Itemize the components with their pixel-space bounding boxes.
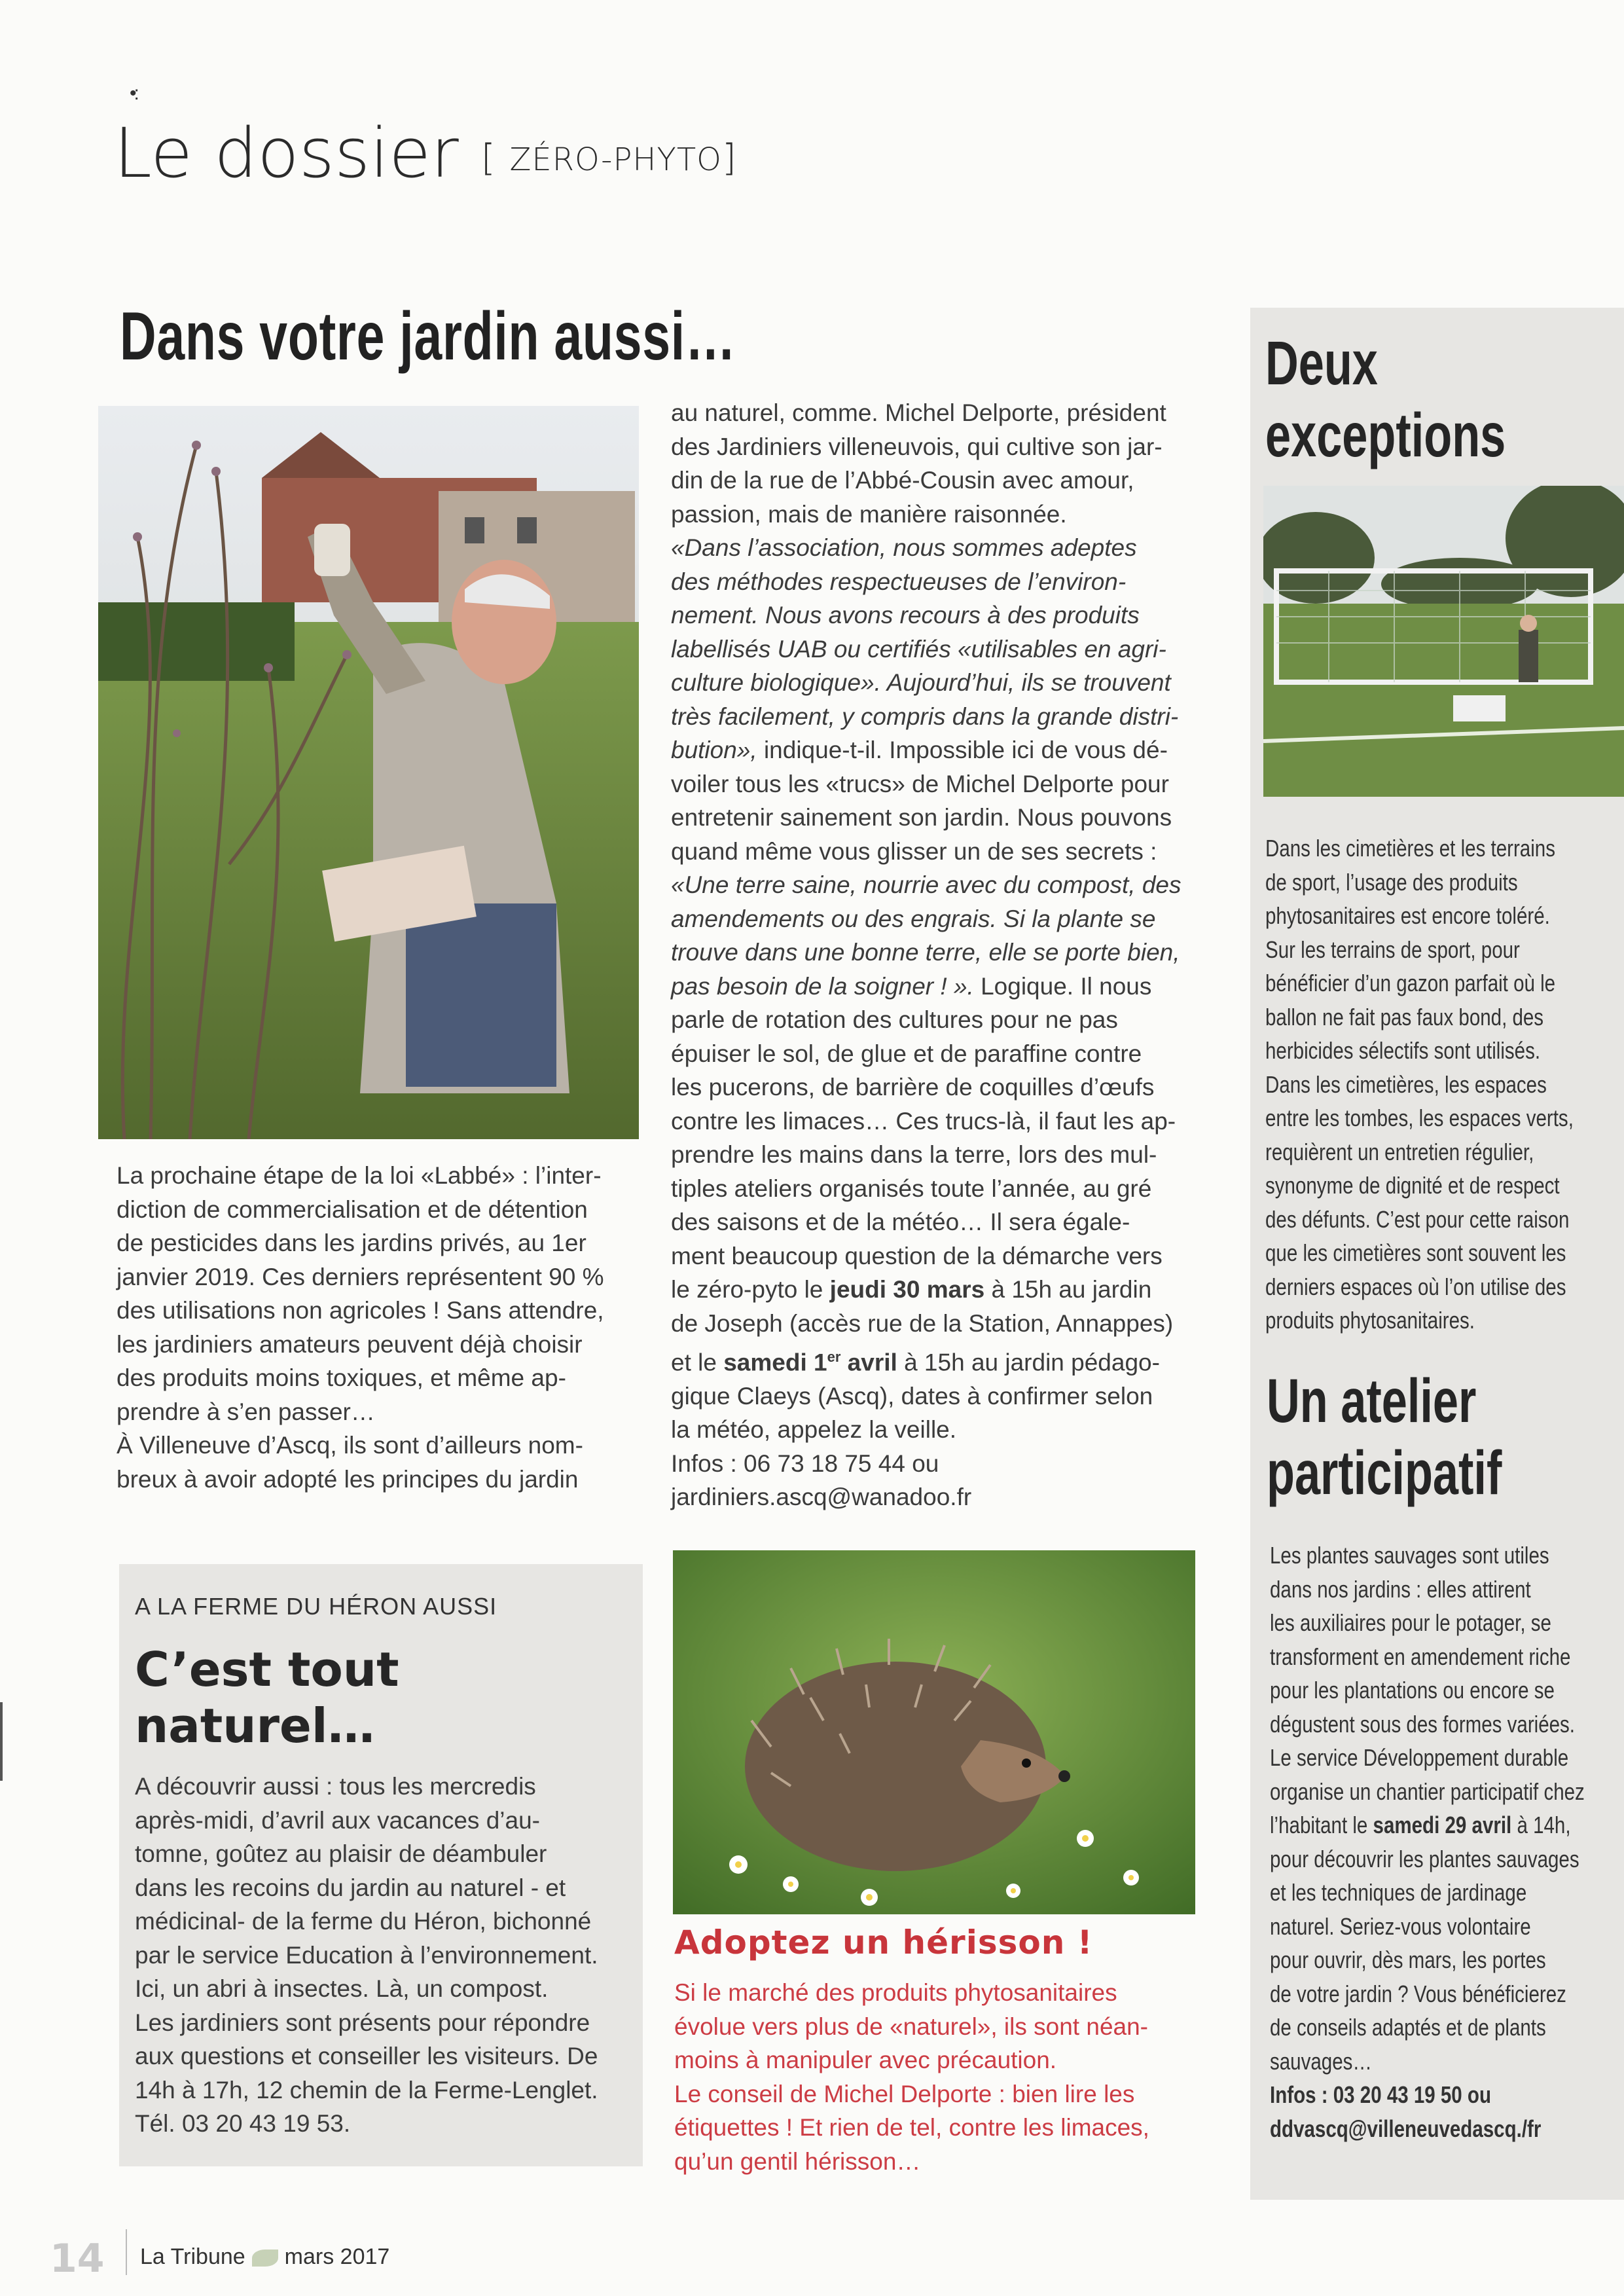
section-title: Le dossier — [114, 113, 459, 193]
event-date-line: et le samedi 1er avril à 15h au jardin pédago- — [671, 1349, 1160, 1376]
sidebar-title-atelier: Un atelier participatif — [1267, 1366, 1502, 1508]
box-title: C’est tout naturel… — [135, 1642, 399, 1753]
sidebar-text-atelier: Les plantes sauvages sont utiles dans nos jardins : elles attirent les auxiliaires pour le potager, se transforment en amendement riche pour les plantations ou encore se dégustent sous des formes variées. Le service Développement durable organise un chantier participatif chez l’habitant le samedi 29 avril à 14h, pour découvrir les plantes sauvages et les techniques de jardinage naturel. Seriez-vous volontaire pour ouvrir, dès mars, les portes de votre jardin ? Vous bénéficierez de conseils adaptés et de plants sauvages… Infos : 03 20 43 19 50 ou ddvascq@villeneuvedascq./fr — [1270, 1539, 1585, 2145]
sidebar-text-exceptions: Dans les cimetières et les terrains de sport, l’usage des produits phytosanitaires est encore toléré. Sur les terrains de sport, pour bénéficier d’un gazon parfait où le ballon ne fait pas faux bond, des herbicides sélectifs sont utilisés. Dans les cimetières, les espaces entre les tombes, les espaces verts, requièrent un entretien régulier, synonyme de dignité et de respect des défunts. C’est pour cette raison que les cimetières sont souvent les derniers espaces où l’on utilise des produits phytosanitaires. — [1265, 835, 1574, 1334]
sports-field-photo — [1263, 486, 1624, 797]
section-header — [114, 113, 738, 193]
quote-line: des méthodes respectueuses de l’environ- — [671, 568, 1127, 595]
article-headline: Dans votre jardin aussi… — [120, 299, 736, 374]
atelier-date-line: l’habitant le samedi 29 avril à 14h, — [1270, 1812, 1571, 1838]
quote-line: amendements ou des engrais. Si la plante se — [671, 905, 1156, 932]
quote-line: nement. Nous avons recours à des produits — [671, 602, 1140, 629]
quote-line: labellisés UAB ou certifiés «utilisables en agri- — [671, 635, 1166, 663]
quote-line: «Dans l’association, nous sommes adeptes — [671, 534, 1137, 561]
section-tag-label: ZÉRO-PHYTO — [509, 141, 722, 178]
quote-line: «Une terre saine, nourrie avec du compost, des — [671, 871, 1182, 898]
quote-line: très facilement, y compris dans la grande distri- — [671, 702, 1179, 730]
hedgehog-text: Si le marché des produits phytosanitaires évolue vers plus de «naturel», ils sont néan- moins à manipuler avec précaution. Le conseil de Michel Delporte : bien lire les étiquettes ! Et rien de tel, contre les limaces, qu’un gentil hérisson… — [674, 1979, 1149, 2175]
hedgehog-photo — [673, 1550, 1195, 1914]
footer-publication: La Tribune mars 2017 — [140, 2244, 390, 2269]
page-number: 14 — [50, 2236, 105, 2282]
atelier-contact-phone: Infos : 03 20 43 19 50 ou — [1270, 2081, 1492, 2108]
article-column-2: au naturel, comme. Michel Delporte, président des Jardiniers villeneuvois, qui cultive son jar- din de la rue de l’Abbé-Cousin avec amour, passion, mais de manière raisonnée. «Dans l’association, nous sommes adeptes des méthodes respectueuses de l’environ- nement. Nous avons recours à des produits labellisés UAB ou certifiés «utilisables en agri- culture biologique». Aujourd’hui, ils se trouvent très facilement, y compris dans la grande distri- bution», indique-t-il. Impossible ici de vous dé- voiler tous les «trucs» de Michel Delporte pour entretenir sainement son jardin. Nous pouvons quand même vous glisser un de ses secrets : «Une terre saine, nourrie avec du compost, des amendements ou des engrais. Si la plante se trouve dans une bonne terre, elle se porte bien, pas besoin de la soigner ! ». Logique. Il nous parle de rotation des cultures pour ne pas épuiser le sol, de glue et de paraffine contre les pucerons, de barrière de coquilles d’œufs contre les limaces… Ces trucs-là, il faut les ap- prendre les mains dans la terre, lors des mul- tiples ateliers organisés toute l’année, au gré des saisons et de la météo… Il sera égale- ment beaucoup question de la démarche vers le zéro-pyto le jeudi 30 mars à 15h au jardin de Joseph (accès rue de la Station, Annappes) et le samedi 1er avril à 15h au jardin pédago- gique Claeys (Ascq), dates à confirmer selon la météo, appelez la veille. Infos : 06 73 18 75 44 ou jardiniers.ascq@wanadoo.fr — [671, 396, 1193, 1514]
article-column-1: La prochaine étape de la loi «Labbé» : l’inter- diction de commercialisation et de détention de pesticides dans les jardins privés, au 1er janvier 2019. Ces derniers représentent 90 % des utilisations non agricoles ! Sans attendre, les jardiniers amateurs peuvent déjà choisir des produits moins toxiques, et même ap- prendre à s’en passer… À Villeneuve d’Ascq, ils sont d’ailleurs nom- breux à avoir adopté les principes du jardin — [117, 1162, 604, 1493]
decorative-dots: •: — [130, 82, 137, 104]
section-tag: [ ZÉRO-PHYTO] — [480, 136, 738, 179]
hedgehog-title: Adoptez un hérisson ! — [674, 1923, 1093, 1961]
quote-line: culture biologique». Aujourd’hui, ils se trouvent — [671, 669, 1171, 696]
box-text: A découvrir aussi : tous les mercredis après-midi, d’avril aux vacances d’au- tomne, goûtez au plaisir de déambuler dans les recoins du jardin au naturel - et médicinal- de la ferme du Héron, bichonné par le service Education à l’environnement. Ici, un abri à insectes. Là, un compost. Les jardiniers sont présents pour répondre aux questions et conseiller les visiteurs. De 14h à 17h, 12 chemin de la Ferme-Lenglet. Tél. 03 20 43 19 53. — [135, 1773, 598, 2137]
contact-email: jardiniers.ascq@wanadoo.fr — [671, 1484, 972, 1511]
atelier-contact-email: ddvascq@villeneuvedascq./fr — [1270, 2115, 1542, 2142]
footer-divider — [126, 2229, 127, 2275]
contact-phone: Infos : 06 73 18 75 44 ou — [671, 1449, 939, 1477]
leaf-icon — [252, 2250, 278, 2267]
scan-edge-mark — [0, 1702, 3, 1781]
event-date-line: le zéro-pyto le jeudi 30 mars à 15h au jardin — [671, 1276, 1152, 1303]
box-kicker: A LA FERME DU HÉRON AUSSI — [135, 1593, 497, 1620]
quote-line: trouve dans une bonne terre, elle se porte bien, — [671, 939, 1180, 966]
sidebar-title-exceptions: Deux exceptions — [1265, 329, 1506, 470]
gardener-photo — [98, 406, 639, 1139]
